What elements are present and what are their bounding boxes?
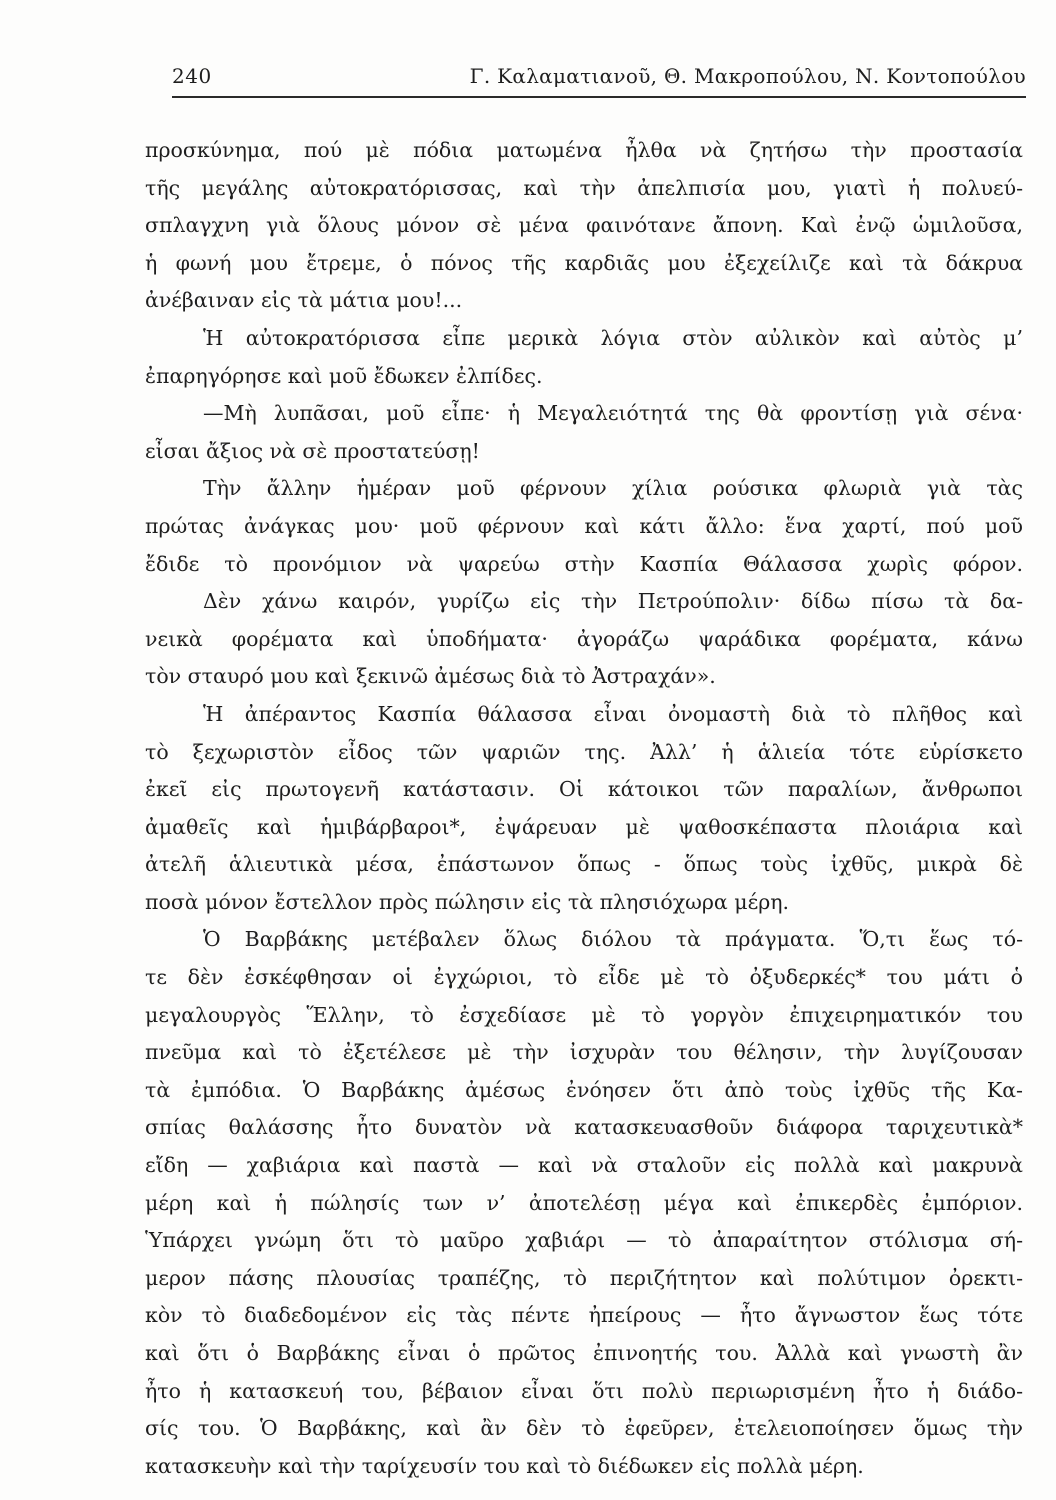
- text-line: τῆς μεγάλης αὐτοκρατόρισσας, καὶ τὴν ἀπελπισία μου, γιατὶ ἡ πολυεύ-: [145, 175, 1023, 200]
- text-line: κατασκευὴν καὶ τὴν ταρίχευσίν του καὶ τὸ διέδωκεν εἰς πολλὰ μέρη.: [145, 1453, 864, 1478]
- text-line: σπίας θαλάσσης ἦτο δυνατὸν νὰ κατασκευασθοῦν διάφορα ταριχευτικὰ*: [145, 1115, 1023, 1140]
- text-line: εἴδη — χαβιάρια καὶ παστὰ — καὶ νὰ σταλοῦν εἰς πολλὰ καὶ μακρυνὰ: [145, 1153, 1023, 1178]
- text-line: τε δὲν ἐσκέφθησαν οἱ ἐγχώριοι, τὸ εἶδε μὲ τὸ ὀξυδερκές* του μάτι ὁ: [145, 965, 1023, 990]
- running-head: [172, 62, 1026, 98]
- text-line: κὸν τὸ διαδεδομένον εἰς τὰς πέντε ἠπείρους — ἦτο ἄγνωστον ἕως τότε: [145, 1303, 1023, 1328]
- text-line: μερον πάσης πλουσίας τραπέζης, τὸ περιζήτητον καὶ πολύτιμον ὀρεκτι-: [145, 1265, 1023, 1290]
- text-line: ἐπαρηγόρησε καὶ μοῦ ἔδωκεν ἐλπίδες.: [145, 363, 543, 388]
- text-line: ἀτελῆ ἁλιευτικὰ μέσα, ἐπάστωνον ὅπως - ὅπως τοὺς ἰχθῦς, μικρὰ δὲ: [145, 852, 1023, 877]
- text-line: ἀνέβαιναν εἰς τὰ μάτια μου!...: [145, 288, 463, 313]
- text-line: τὰ ἐμπόδια. Ὁ Βαρβάκης ἀμέσως ἐνόησεν ὅτι ἀπὸ τοὺς ἰχθῦς τῆς Κα-: [145, 1077, 1023, 1102]
- text-line: Δὲν χάνω καιρόν, γυρίζω εἰς τὴν Πετρούπολιν· δίδω πίσω τὰ δα-: [203, 589, 1023, 614]
- text-line: σπλαγχνη γιὰ ὅλους μόνον σὲ μένα φαινότανε ἄπονη. Καὶ ἐνῷ ὡμιλοῦσα,: [145, 213, 1023, 238]
- running-head-authors: Γ. Καλαματιανοῦ, Θ. Μακροπούλου, Ν. Κοντοπούλου: [469, 64, 1026, 88]
- text-line: μεγαλουργὸς Ἕλλην, τὸ ἐσχεδίασε μὲ τὸ γοργὸν ἐπιχειρηματικόν του: [145, 1002, 1023, 1027]
- body-text: [145, 132, 1023, 1485]
- text-line: ἔδιδε τὸ προνόμιον νὰ ψαρεύω στὴν Κασπία Θάλασσα χωρὶς φόρον.: [145, 551, 1023, 576]
- text-line: Ἡ αὐτοκρατόρισσα εἶπε μερικὰ λόγια στὸν αὐλικὸν καὶ αὐτὸς μ’: [203, 325, 1023, 350]
- text-line: ἡ φωνή μου ἔτρεμε, ὁ πόνος τῆς καρδιᾶς μου ἐξεχείλιζε καὶ τὰ δάκρυα: [145, 250, 1023, 275]
- text-line: ἀμαθεῖς καὶ ἡμιβάρβαροι*, ἐψάρευαν μὲ ψαθοσκέπαστα πλοιάρια καὶ: [145, 814, 1023, 839]
- text-line: —Μὴ λυπᾶσαι, μοῦ εἶπε· ἡ Μεγαλειότητά της θὰ φροντίσῃ γιὰ σένα·: [203, 401, 1023, 426]
- text-line: ἐκεῖ εἰς πρωτογενῆ κατάστασιν. Οἱ κάτοικοι τῶν παραλίων, ἄνθρωποι: [145, 777, 1023, 802]
- text-line: Ὑπάρχει γνώμη ὅτι τὸ μαῦρο χαβιάρι — τὸ ἀπαραίτητον στόλισμα σή-: [145, 1228, 1023, 1253]
- text-line: Ὁ Βαρβάκης μετέβαλεν ὅλως διόλου τὰ πράγματα. Ὅ,τι ἕως τό-: [203, 927, 1023, 952]
- page-number: 240: [172, 64, 212, 88]
- text-line: μέρη καὶ ἡ πώλησίς των ν’ ἀποτελέσῃ μέγα καὶ ἐπικερδὲς ἐμπόριον.: [145, 1190, 1023, 1215]
- text-line: τὸν σταυρό μου καὶ ξεκινῶ ἀμέσως διὰ τὸ Ἀστραχάν».: [145, 664, 716, 689]
- text-line: εἶσαι ἄξιος νὰ σὲ προστατεύσῃ!: [145, 438, 480, 463]
- text-line: καὶ ὅτι ὁ Βαρβάκης εἶναι ὁ πρῶτος ἐπινοητής του. Ἀλλὰ καὶ γνωστὴ ἂν: [145, 1341, 1023, 1365]
- text-line: νεικὰ φορέματα καὶ ὑποδήματα· ἀγοράζω ψαράδικα φορέματα, κάνω: [145, 626, 1023, 651]
- text-line: τὸ ξεχωριστὸν εἶδος τῶν ψαριῶν της. Ἀλλ’ ἡ ἁλιεία τότε εὑρίσκετο: [145, 739, 1023, 764]
- text-line: πρώτας ἀνάγκας μου· μοῦ φέρνουν καὶ κάτι ἄλλο: ἕνα χαρτί, πού μοῦ: [145, 513, 1023, 538]
- text-line: Τὴν ἄλλην ἡμέραν μοῦ φέρνουν χίλια ρούσικα φλωριὰ γιὰ τὰς: [203, 476, 1023, 501]
- text-line: πνεῦμα καὶ τὸ ἐξετέλεσε μὲ τὴν ἰσχυρὰν του θέλησιν, τὴν λυγίζουσαν: [145, 1040, 1023, 1065]
- text-line: σίς του. Ὁ Βαρβάκης, καὶ ἂν δὲν τὸ ἐφεῦρεν, ἐτελειοποίησεν ὅμως τὴν: [145, 1416, 1023, 1441]
- text-line: ποσὰ μόνον ἔστελλον πρὸς πώλησιν εἰς τὰ πλησιόχωρα μέρη.: [145, 889, 790, 914]
- text-line: ἦτο ἡ κατασκευή του, βέβαιον εἶναι ὅτι πολὺ περιωρισμένη ἦτο ἡ διάδο-: [145, 1378, 1023, 1403]
- text-line: προσκύνημα, πού μὲ πόδια ματωμένα ἦλθα νὰ ζητήσω τὴν προστασία: [145, 138, 1023, 162]
- text-line: Ἡ ἀπέραντος Κασπία θάλασσα εἶναι ὀνομαστὴ διὰ τὸ πλῆθος καὶ: [203, 701, 1023, 726]
